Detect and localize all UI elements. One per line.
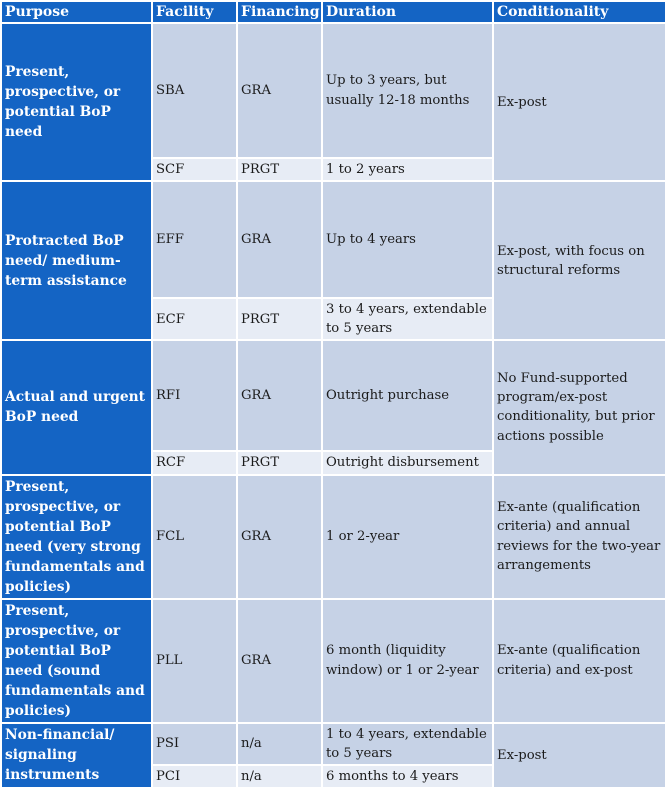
facility-cell: SBA xyxy=(152,23,237,158)
conditionality-cell: Ex-ante (qualification criteria) and annual reviews for the two-year arrangements xyxy=(493,475,665,599)
financing-cell: GRA xyxy=(237,599,322,723)
financing-cell: PRGT xyxy=(237,158,322,181)
facility-cell: SCF xyxy=(152,158,237,181)
duration-cell: 6 month (liquidity window) or 1 or 2-year xyxy=(322,599,493,723)
conditionality-cell: Ex-post xyxy=(493,723,665,788)
conditionality-cell: Ex-post xyxy=(493,23,665,181)
table-row xyxy=(1,181,665,298)
duration-cell: Outright disbursement xyxy=(322,451,493,474)
financing-cell: PRGT xyxy=(237,451,322,474)
conditionality-cell: Ex-ante (qualification criteria) and ex-post xyxy=(493,599,665,723)
purpose-cell: Actual and urgent BoP need xyxy=(1,340,152,474)
table-row xyxy=(1,723,665,765)
purpose-cell: Non-financial/ signaling instruments xyxy=(1,723,152,788)
financing-cell: GRA xyxy=(237,340,322,451)
financing-cell: PRGT xyxy=(237,298,322,340)
facility-cell: RCF xyxy=(152,451,237,474)
duration-cell: 1 to 2 years xyxy=(322,158,493,181)
conditionality-cell: No Fund-supported program/ex-post conditionality, but prior actions possible xyxy=(493,340,665,474)
table-row xyxy=(1,475,665,599)
table-row xyxy=(1,599,665,723)
duration-cell: 6 months to 4 years xyxy=(322,765,493,788)
purpose-cell: Present, prospective, or potential BoP need (very strong fundamentals and policies) xyxy=(1,475,152,599)
duration-cell: 3 to 4 years, extendable to 5 years xyxy=(322,298,493,340)
header-duration: Duration xyxy=(322,1,493,23)
header-financing: Financing xyxy=(237,1,322,23)
purpose-cell: Present, prospective, or potential BoP need xyxy=(1,23,152,181)
facility-cell: ECF xyxy=(152,298,237,340)
financing-cell: GRA xyxy=(237,181,322,298)
duration-cell: Up to 3 years, but usually 12-18 months xyxy=(322,23,493,158)
facility-cell: FCL xyxy=(152,475,237,599)
duration-cell: 1 or 2-year xyxy=(322,475,493,599)
financing-cell: n/a xyxy=(237,765,322,788)
financing-cell: GRA xyxy=(237,475,322,599)
duration-cell: Up to 4 years xyxy=(322,181,493,298)
facility-cell: EFF xyxy=(152,181,237,298)
duration-cell: Outright purchase xyxy=(322,340,493,451)
purpose-cell: Present, prospective, or potential BoP need (sound fundamentals and policies) xyxy=(1,599,152,723)
table-row xyxy=(1,340,665,451)
conditionality-cell: Ex-post, with focus on structural reforms xyxy=(493,181,665,340)
financing-cell: GRA xyxy=(237,23,322,158)
facility-cell: RFI xyxy=(152,340,237,451)
financing-cell: n/a xyxy=(237,723,322,765)
facility-cell: PLL xyxy=(152,599,237,723)
header-conditionality: Conditionality xyxy=(493,1,665,23)
header-purpose: Purpose xyxy=(1,1,152,23)
facility-cell: PSI xyxy=(152,723,237,765)
facility-cell: PCI xyxy=(152,765,237,788)
header-facility: Facility xyxy=(152,1,237,23)
purpose-cell: Protracted BoP need/ medium-term assistance xyxy=(1,181,152,340)
header-row xyxy=(1,1,665,23)
table-row xyxy=(1,23,665,158)
duration-cell: 1 to 4 years, extendable to 5 years xyxy=(322,723,493,765)
